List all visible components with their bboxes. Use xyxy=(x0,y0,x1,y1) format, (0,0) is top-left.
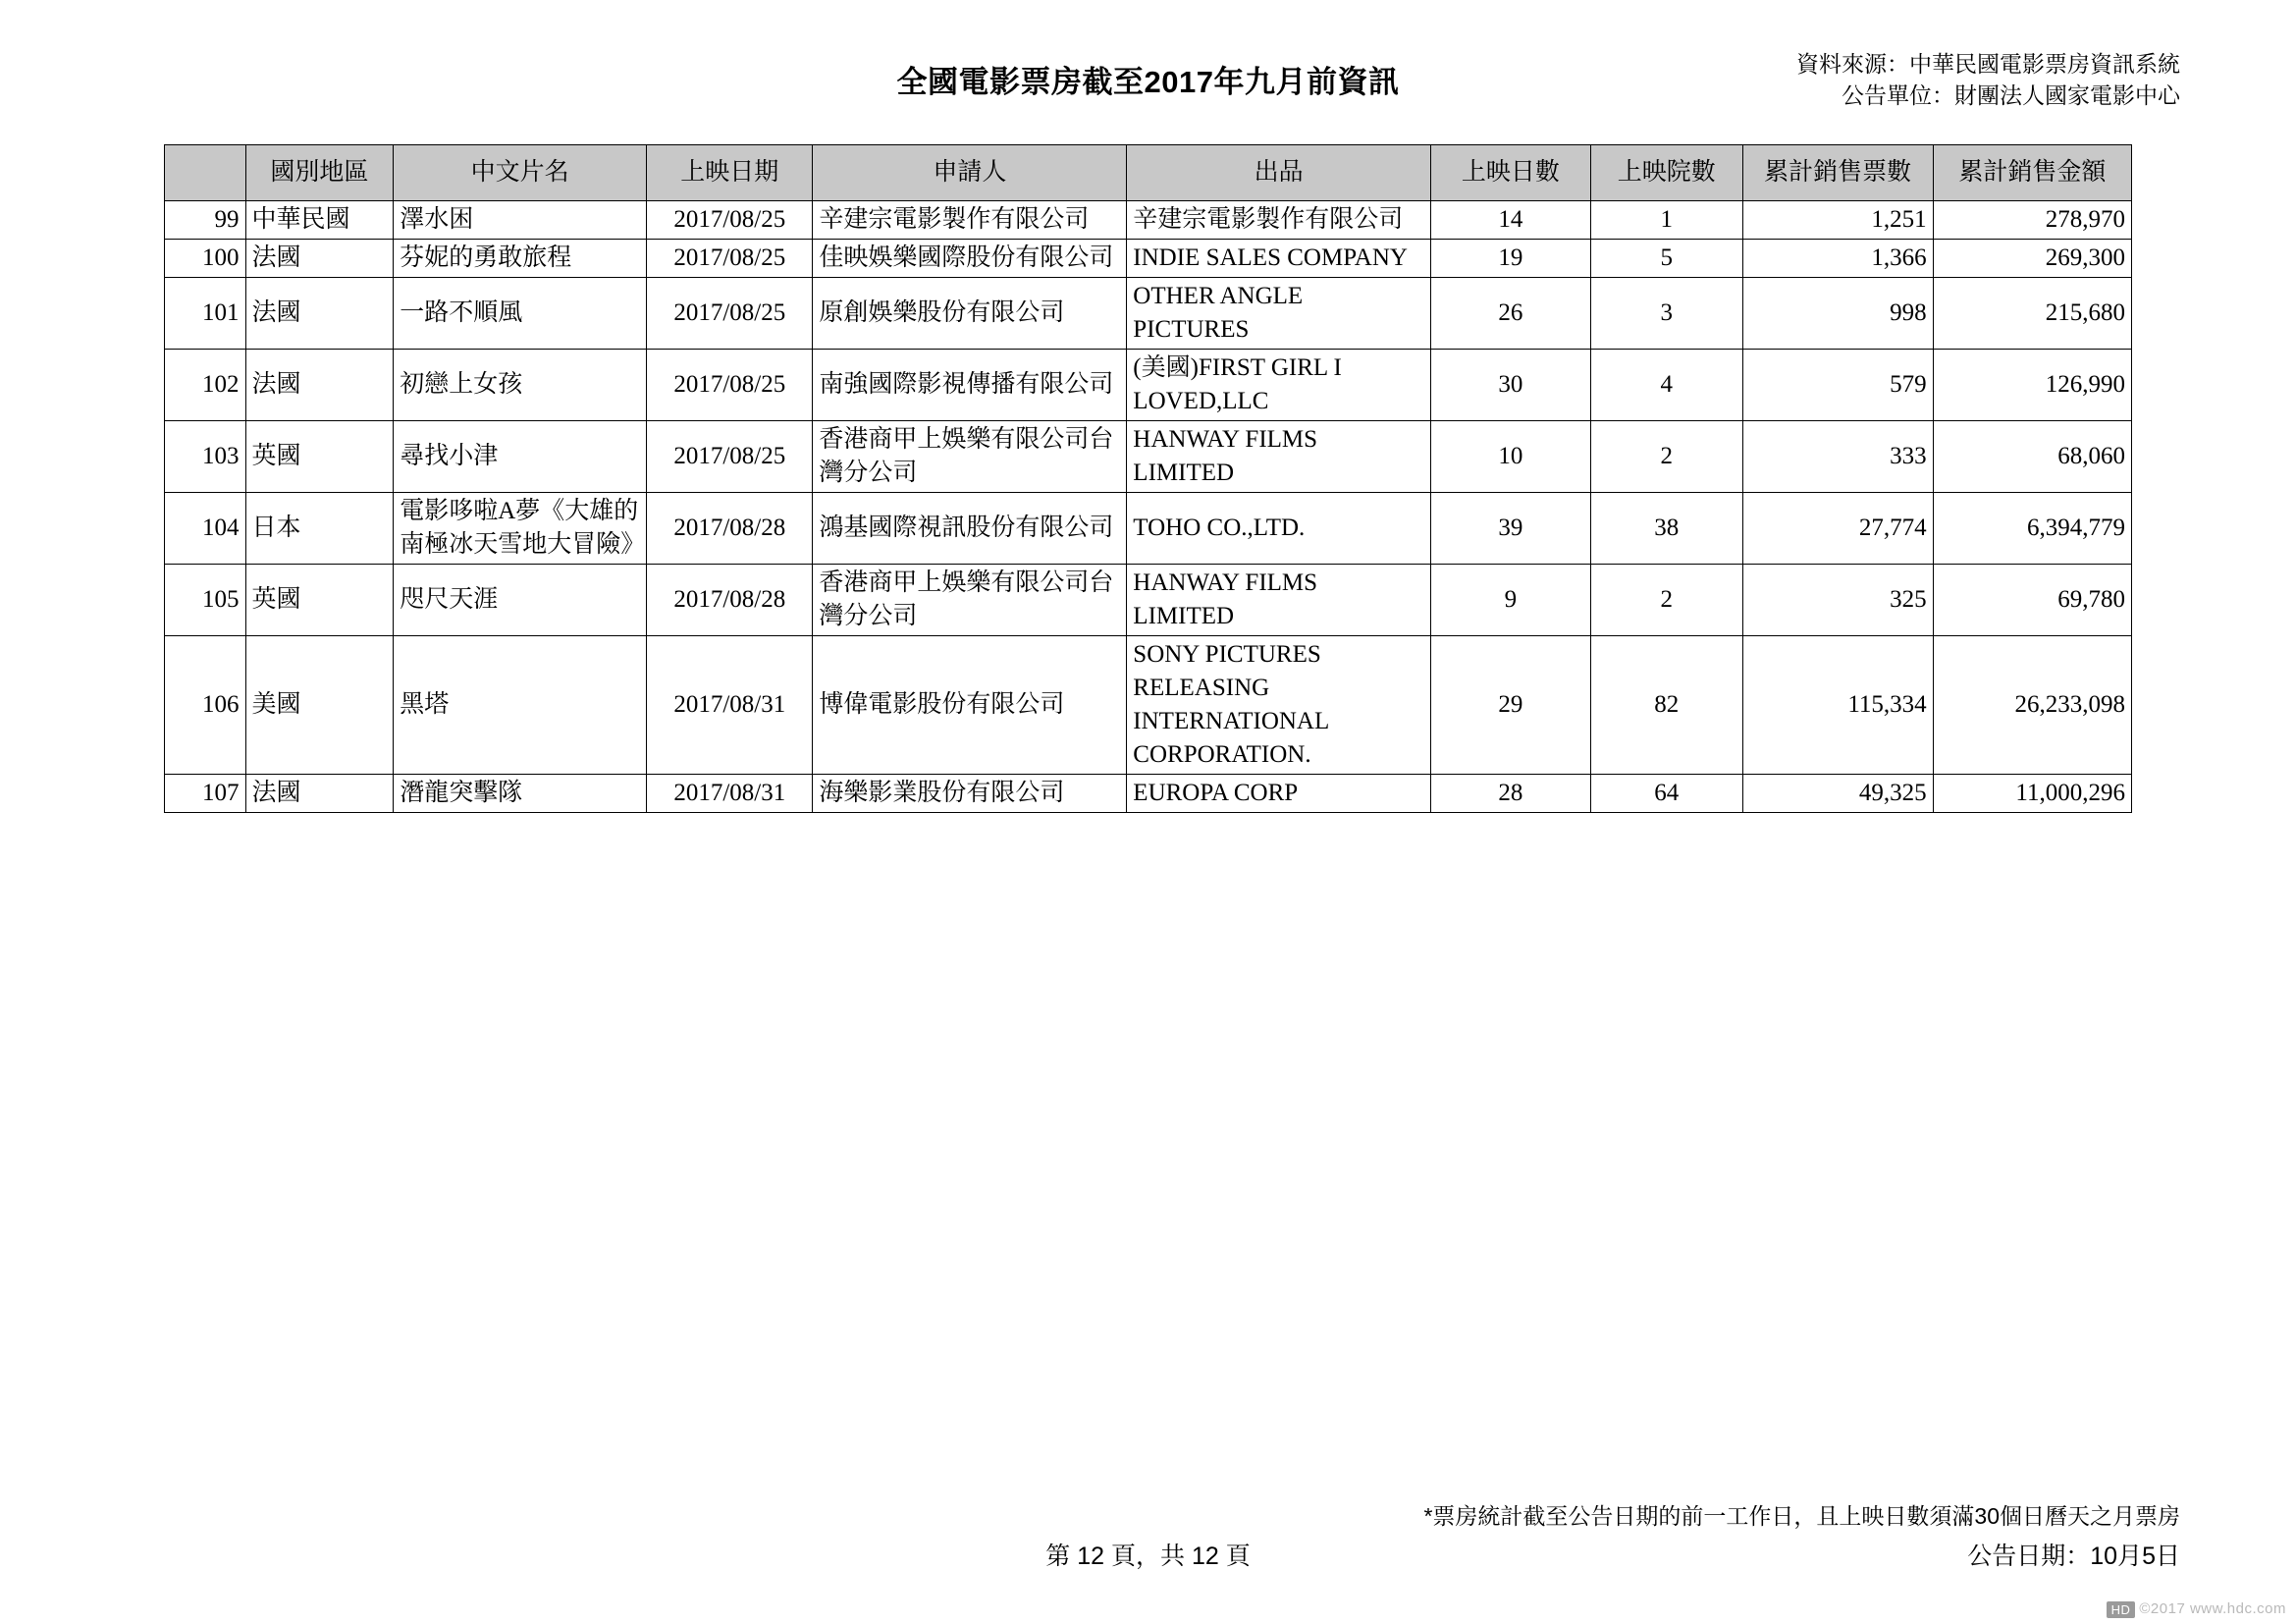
table-row xyxy=(165,421,2132,493)
cell-title: 尋找小津 xyxy=(394,421,647,493)
table-body xyxy=(165,201,2132,813)
source-info xyxy=(1796,48,2180,111)
cell-producer: SONY PICTURES RELEASING INTERNATIONAL CORPORATION. xyxy=(1127,636,1431,775)
cell-halls: 2 xyxy=(1590,421,1742,493)
cell-applicant: 海樂影業股份有限公司 xyxy=(813,775,1127,813)
cell-amount: 6,394,779 xyxy=(1933,493,2131,565)
cell-halls: 2 xyxy=(1590,565,1742,636)
cell-days: 39 xyxy=(1430,493,1590,565)
row-index: 104 xyxy=(165,493,246,565)
cell-date: 2017/08/25 xyxy=(647,278,813,350)
cell-region: 法國 xyxy=(245,278,394,350)
table-row xyxy=(165,493,2132,565)
watermark-text: ©2017 www.hdc.com xyxy=(2139,1600,2286,1618)
table-row xyxy=(165,636,2132,775)
cell-tickets: 27,774 xyxy=(1742,493,1933,565)
cell-region: 中華民國 xyxy=(245,201,394,240)
cell-producer: (美國)FIRST GIRL I LOVED,LLC xyxy=(1127,350,1431,421)
cell-tickets: 998 xyxy=(1742,278,1933,350)
cell-producer: EUROPA CORP xyxy=(1127,775,1431,813)
cell-applicant: 鴻基國際視訊股份有限公司 xyxy=(813,493,1127,565)
table-row xyxy=(165,278,2132,350)
cell-applicant: 原創娛樂股份有限公司 xyxy=(813,278,1127,350)
cell-title: 澤水困 xyxy=(394,201,647,240)
cell-amount: 26,233,098 xyxy=(1933,636,2131,775)
cell-days: 29 xyxy=(1430,636,1590,775)
cell-halls: 3 xyxy=(1590,278,1742,350)
cell-date: 2017/08/25 xyxy=(647,240,813,278)
cell-amount: 69,780 xyxy=(1933,565,2131,636)
table-header-days: 上映日數 xyxy=(1430,145,1590,201)
row-index: 107 xyxy=(165,775,246,813)
table-row xyxy=(165,350,2132,421)
cell-title: 初戀上女孩 xyxy=(394,350,647,421)
cell-title: 咫尺天涯 xyxy=(394,565,647,636)
cell-halls: 64 xyxy=(1590,775,1742,813)
row-index: 100 xyxy=(165,240,246,278)
table-row xyxy=(165,565,2132,636)
table-row xyxy=(165,201,2132,240)
table-header-halls: 上映院數 xyxy=(1590,145,1742,201)
cell-amount: 215,680 xyxy=(1933,278,2131,350)
row-index: 101 xyxy=(165,278,246,350)
row-index: 105 xyxy=(165,565,246,636)
cell-applicant: 佳映娛樂國際股份有限公司 xyxy=(813,240,1127,278)
cell-applicant: 辛建宗電影製作有限公司 xyxy=(813,201,1127,240)
box-office-table xyxy=(164,144,2132,813)
page-number: 第 12 頁，共 12 頁 xyxy=(1045,1543,1251,1570)
cell-producer: TOHO CO.,LTD. xyxy=(1127,493,1431,565)
cell-title: 黑塔 xyxy=(394,636,647,775)
cell-date: 2017/08/31 xyxy=(647,636,813,775)
cell-days: 10 xyxy=(1430,421,1590,493)
cell-days: 26 xyxy=(1430,278,1590,350)
cell-tickets: 325 xyxy=(1742,565,1933,636)
table-header-region: 國別地區 xyxy=(245,145,394,201)
table-header-title: 中文片名 xyxy=(394,145,647,201)
cell-days: 14 xyxy=(1430,201,1590,240)
cell-title: 芬妮的勇敢旅程 xyxy=(394,240,647,278)
table-header-date: 上映日期 xyxy=(647,145,813,201)
cell-date: 2017/08/25 xyxy=(647,350,813,421)
cell-halls: 1 xyxy=(1590,201,1742,240)
cell-title: 一路不順風 xyxy=(394,278,647,350)
cell-region: 日本 xyxy=(245,493,394,565)
cell-amount: 68,060 xyxy=(1933,421,2131,493)
cell-title: 電影哆啦A夢《大雄的南極冰天雪地大冒險》 xyxy=(394,493,647,565)
cell-halls: 4 xyxy=(1590,350,1742,421)
table-header-index xyxy=(165,145,246,201)
cell-producer: 辛建宗電影製作有限公司 xyxy=(1127,201,1431,240)
footnote-text: *票房統計截至公告日期的前一工作日，且上映日數須滿30個日曆天之月票房 xyxy=(1423,1503,2180,1529)
cell-amount: 126,990 xyxy=(1933,350,2131,421)
row-index: 99 xyxy=(165,201,246,240)
cell-days: 19 xyxy=(1430,240,1590,278)
cell-region: 英國 xyxy=(245,565,394,636)
cell-days: 30 xyxy=(1430,350,1590,421)
cell-region: 英國 xyxy=(245,421,394,493)
cell-region: 法國 xyxy=(245,240,394,278)
cell-applicant: 香港商甲上娛樂有限公司台灣分公司 xyxy=(813,565,1127,636)
row-index: 102 xyxy=(165,350,246,421)
cell-tickets: 115,334 xyxy=(1742,636,1933,775)
row-index: 106 xyxy=(165,636,246,775)
source-line-1: 資料來源：中華民國電影票房資訊系統 xyxy=(1796,51,2180,77)
row-index: 103 xyxy=(165,421,246,493)
table-header-amount: 累計銷售金額 xyxy=(1933,145,2131,201)
cell-applicant: 博偉電影股份有限公司 xyxy=(813,636,1127,775)
cell-date: 2017/08/25 xyxy=(647,421,813,493)
cell-date: 2017/08/28 xyxy=(647,493,813,565)
document-header xyxy=(0,51,2296,116)
cell-title: 潛龍突擊隊 xyxy=(394,775,647,813)
watermark-badge-icon: HD xyxy=(2107,1601,2136,1618)
cell-halls: 38 xyxy=(1590,493,1742,565)
table-header-applicant: 申請人 xyxy=(813,145,1127,201)
publish-date: 公告日期：10月5日 xyxy=(1967,1543,2180,1570)
cell-amount: 278,970 xyxy=(1933,201,2131,240)
cell-producer: OTHER ANGLE PICTURES xyxy=(1127,278,1431,350)
cell-halls: 5 xyxy=(1590,240,1742,278)
cell-date: 2017/08/25 xyxy=(647,201,813,240)
watermark xyxy=(2107,1600,2286,1618)
cell-region: 美國 xyxy=(245,636,394,775)
cell-tickets: 579 xyxy=(1742,350,1933,421)
source-line-2: 公告單位：財團法人國家電影中心 xyxy=(1842,82,2180,108)
cell-date: 2017/08/28 xyxy=(647,565,813,636)
cell-region: 法國 xyxy=(245,775,394,813)
table-header-tickets: 累計銷售票數 xyxy=(1742,145,1933,201)
cell-amount: 269,300 xyxy=(1933,240,2131,278)
cell-halls: 82 xyxy=(1590,636,1742,775)
table-header-producer: 出品 xyxy=(1127,145,1431,201)
cell-tickets: 1,366 xyxy=(1742,240,1933,278)
table-row xyxy=(165,240,2132,278)
box-office-table-wrapper xyxy=(164,144,2132,813)
table-header-row xyxy=(165,145,2132,201)
cell-producer: HANWAY FILMS LIMITED xyxy=(1127,565,1431,636)
cell-date: 2017/08/31 xyxy=(647,775,813,813)
cell-applicant: 香港商甲上娛樂有限公司台灣分公司 xyxy=(813,421,1127,493)
cell-region: 法國 xyxy=(245,350,394,421)
cell-tickets: 49,325 xyxy=(1742,775,1933,813)
cell-producer: HANWAY FILMS LIMITED xyxy=(1127,421,1431,493)
cell-tickets: 333 xyxy=(1742,421,1933,493)
cell-tickets: 1,251 xyxy=(1742,201,1933,240)
cell-days: 9 xyxy=(1430,565,1590,636)
cell-days: 28 xyxy=(1430,775,1590,813)
cell-producer: INDIE SALES COMPANY xyxy=(1127,240,1431,278)
page-title: 全國電影票房截至2017年九月前資訊 xyxy=(896,65,1400,99)
cell-amount: 11,000,296 xyxy=(1933,775,2131,813)
cell-applicant: 南強國際影視傳播有限公司 xyxy=(813,350,1127,421)
table-row xyxy=(165,775,2132,813)
